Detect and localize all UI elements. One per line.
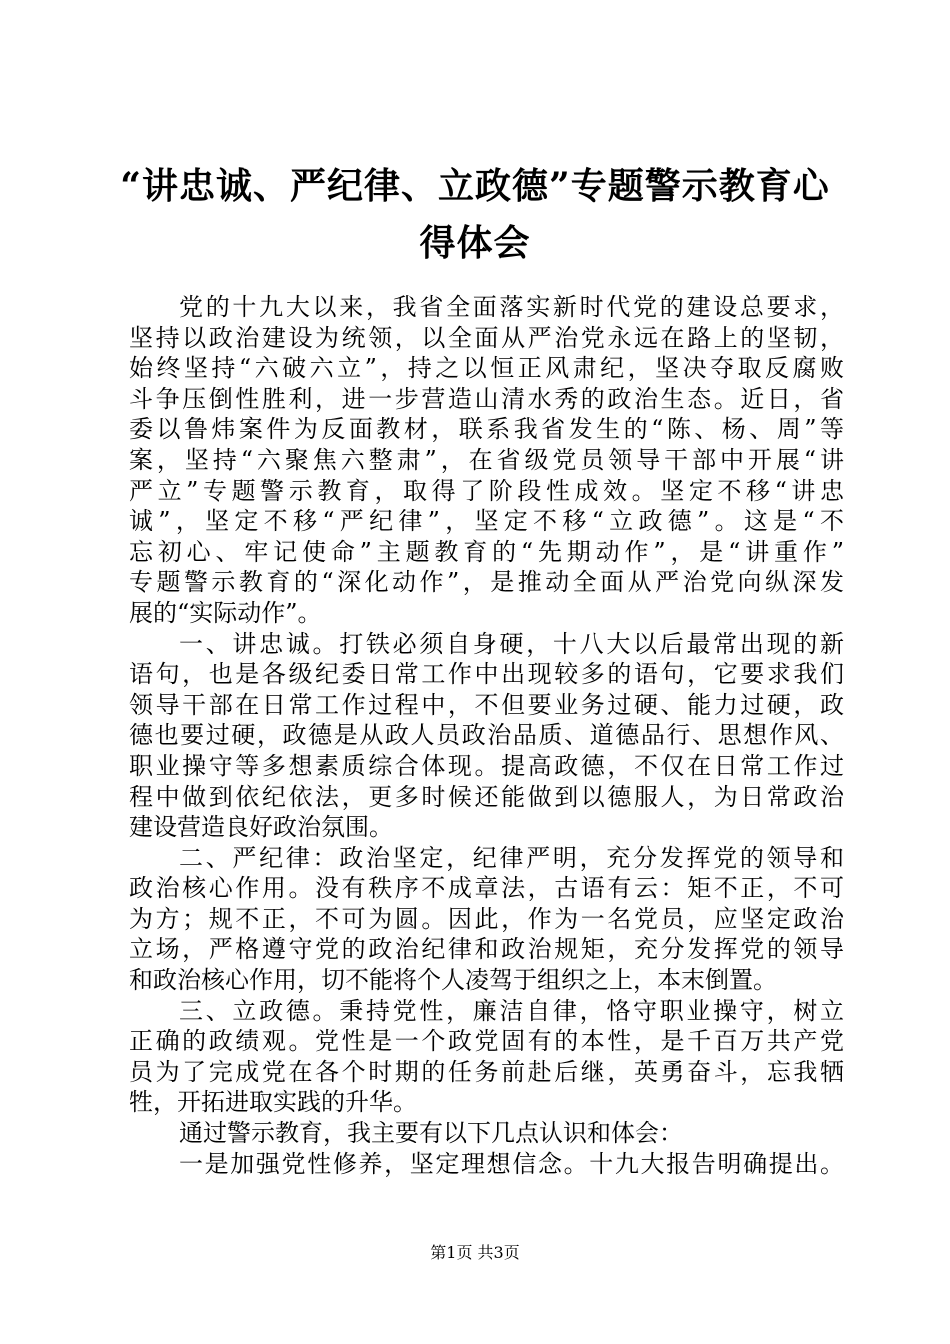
- body-text-line: 员为了完成党在各个时期的任务前赴后继，英勇奋斗，忘我牺: [129, 1057, 844, 1086]
- body-text-line: 始终坚持“六破六立”，持之以恒正风肃纪，坚决夺取反腐败: [129, 354, 844, 383]
- body-text-line: 二、严纪律：政治坚定，纪律严明，充分发挥党的领导和: [179, 843, 844, 872]
- body-text-line: 建设营造良好政治氛围。: [129, 813, 393, 842]
- body-text-line: 通过警示教育，我主要有以下几点认识和体会：: [179, 1119, 683, 1148]
- body-text-line: 党的十九大以来，我省全面落实新时代党的建设总要求，: [179, 293, 844, 321]
- document-title-line-2: 得体会: [419, 222, 531, 264]
- body-text-line: 坚持以政治建设为统领，以全面从严治党永远在路上的坚韧，: [129, 323, 844, 352]
- body-text-line: 为方；规不正，不可为圆。因此，作为一名党员，应坚定政治: [129, 904, 844, 933]
- body-text-line: 忘初心、牢记使命”主题教育的“先期动作”，是“讲重作”: [129, 537, 844, 566]
- body-text-line: 正确的政绩观。党性是一个政党固有的本性，是千百万共产党: [129, 1027, 844, 1056]
- page-footer: 第1页 共3页: [430, 1243, 520, 1262]
- body-text-line: 斗争压倒性胜利，进一步营造山清水秀的政治生态。近日，省: [129, 384, 844, 413]
- body-text-line: 领导干部在日常工作过程中，不但要业务过硬、能力过硬，政: [129, 690, 844, 719]
- body-text-line: 政治核心作用。没有秩序不成章法，古语有云：矩不正，不可: [129, 874, 844, 903]
- body-text-line: 专题警示教育的“深化动作”，是推动全面从严治党向纵深发: [129, 568, 844, 597]
- body-text-line: 牲，开拓进取实践的升华。: [129, 1088, 417, 1117]
- body-text-line: 职业操守等多想素质综合体现。提高政德，不仅在日常工作过: [129, 751, 844, 780]
- body-text-line: 一是加强党性修养，坚定理想信念。十九大报告明确提出。: [179, 1149, 844, 1178]
- body-text-line: 程中做到依纪依法，更多时候还能做到以德服人，为日常政治: [129, 782, 844, 811]
- body-text-line: 立场，严格遵守党的政治纪律和政治规矩，充分发挥党的领导: [129, 935, 844, 964]
- body-text-line: 一、讲忠诚。打铁必须自身硬，十八大以后最常出现的新: [179, 629, 844, 658]
- body-text-line: 严立”专题警示教育，取得了阶段性成效。坚定不移“讲忠: [129, 476, 844, 505]
- body-text-line: 委以鲁炜案件为反面教材，联系我省发生的“陈、杨、周”等: [129, 415, 844, 444]
- body-text-line: 案，坚持“六聚焦六整肃”，在省级党员领导干部中开展“讲: [129, 445, 844, 474]
- body-text-line: 诚”，坚定不移“严纪律”，坚定不移“立政德”。这是“不: [129, 507, 844, 536]
- body-text-line: 三、立政德。秉持党性，廉洁自律，恪守职业操守，树立: [179, 996, 844, 1025]
- body-text-line: 展的“实际动作”。: [129, 598, 322, 627]
- document-body: [129, 292, 844, 1179]
- document-title-line-1: “讲忠诚、严纪律、立政德”专题警示教育心: [120, 165, 830, 207]
- body-text-line: 和政治核心作用，切不能将个人凌驾于组织之上，本末倒置。: [129, 966, 777, 995]
- body-text-line: 语句，也是各级纪委日常工作中出现较多的语句，它要求我们: [129, 660, 844, 689]
- body-text-line: 德也要过硬，政德是从政人员政治品质、道德品行、思想作风、: [129, 721, 844, 750]
